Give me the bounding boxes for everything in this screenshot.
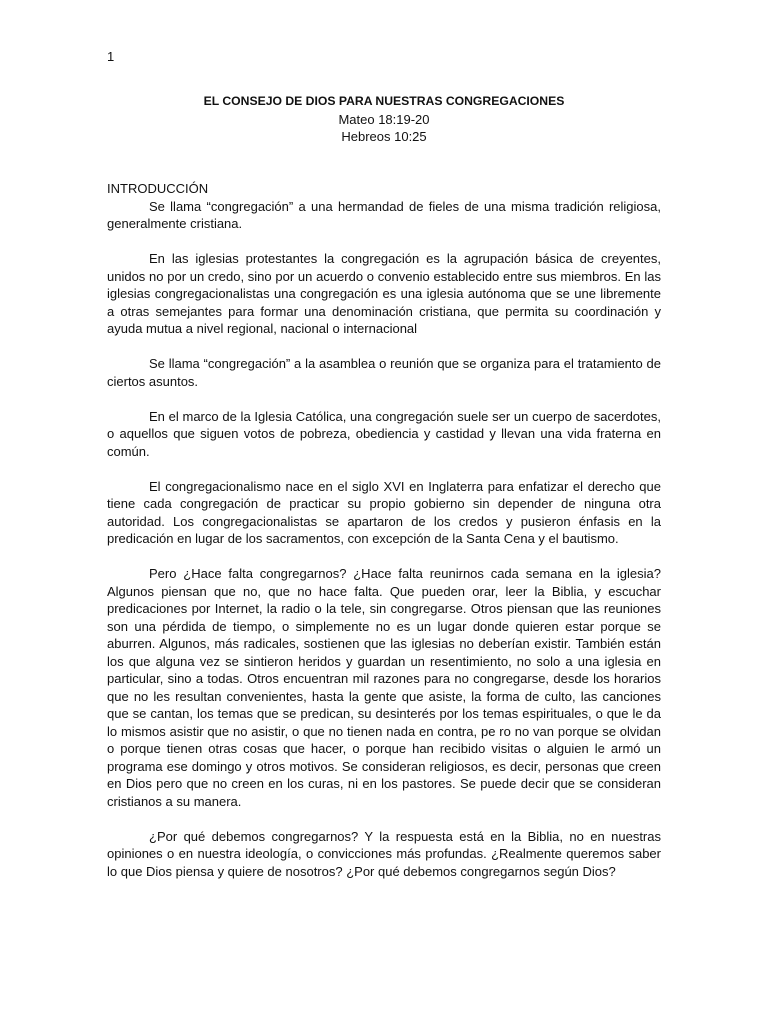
document-header	[107, 93, 661, 146]
paragraph: En las iglesias protestantes la congregación es la agrupación básica de creyentes, unidos no por un credo, sino por un acuerdo o convenio establecido entre sus miembros. En las iglesias congregacionalistas una congregación es una iglesia autónoma que se une libremente a otras semejantes para formar una denominación cristiana, que permita su coordinación y ayuda mutua a nivel regional, nacional o internacional	[107, 251, 661, 336]
page-number: 1	[107, 49, 115, 64]
section-heading: INTRODUCCIÓN	[107, 181, 209, 196]
paragraph: Se llama “congregación” a la asamblea o reunión que se organiza para el tratamiento de ciertos asuntos.	[107, 356, 661, 389]
document-body	[107, 180, 661, 898]
document-title: EL CONSEJO DE DIOS PARA NUESTRAS CONGREGACIONES	[203, 94, 565, 108]
paragraph: El congregacionalismo nace en el siglo XVI en Inglaterra para enfatizar el derecho que tiene cada congregación de practicar su propio gobierno sin depender de ninguna otra autoridad. Los congregacionalistas se apartaron de los credos y pusieron énfasis en la predicación en lugar de los sacramentos, con excepción de la Santa Cena y el bautismo.	[107, 478, 661, 546]
paragraph: En el marco de la Iglesia Católica, una congregación suele ser un cuerpo de sacerdotes, o aquellos que siguen votos de pobreza, obediencia y castidad y llevan una vida fraterna en común.	[107, 408, 661, 459]
scripture-reference: Hebreos 10:25	[341, 129, 427, 144]
paragraph: Se llama “congregación” a una hermandad de fieles de una misma tradición religiosa, generalmente cristiana.	[107, 198, 661, 231]
document-page	[107, 0, 661, 1024]
paragraph: Pero ¿Hace falta congregarnos? ¿Hace falta reunirnos cada semana en la iglesia? Algunos piensan que no, que no hace falta. Que pueden orar, leer la Biblia, y escuchar predicaciones por Internet, la radio o la tele, sin congregarse. Otros piensan que las reuniones son una pérdida de tiempo, o simplemente no es un lugar donde quieren estar porque se aburren. Algunos, más radicales, sostienen que las iglesias no deberían existir. También están los que alguna vez se sintieron heridos y guardan un resentimiento, no solo a una iglesia en particular, sino a todas. Otros encuentran mil razones para no congregarse, desde los horarios que no les resultan convenientes, hasta la gente que asiste, la forma de culto, las canciones que se cantan, los temas que se predican, su desinterés por los temas espirituales, o que le da lo mismos asistir que no asistir, o que no tienen nada en contra, pe ro no van porque se olvidan o porque tienen otras cosas que hacer, o porque han recibido visitas o alguien le armó un programa ese domingo y otros motivos. Se consideran religiosos, es decir, personas que creen en Dios pero que no creen en los curas, ni en los pastores. Se puede decir que se consideran cristianos a su manera.	[107, 566, 661, 809]
scripture-reference: Mateo 18:19-20	[338, 111, 430, 127]
paragraph: ¿Por qué debemos congregarnos? Y la respuesta está en la Biblia, no en nuestras opiniones o en nuestra ideología, o convicciones más profundas. ¿Realmente queremos saber lo que Dios piensa y quiere de nosotros? ¿Por qué debemos congregarnos según Dios?	[107, 828, 661, 879]
